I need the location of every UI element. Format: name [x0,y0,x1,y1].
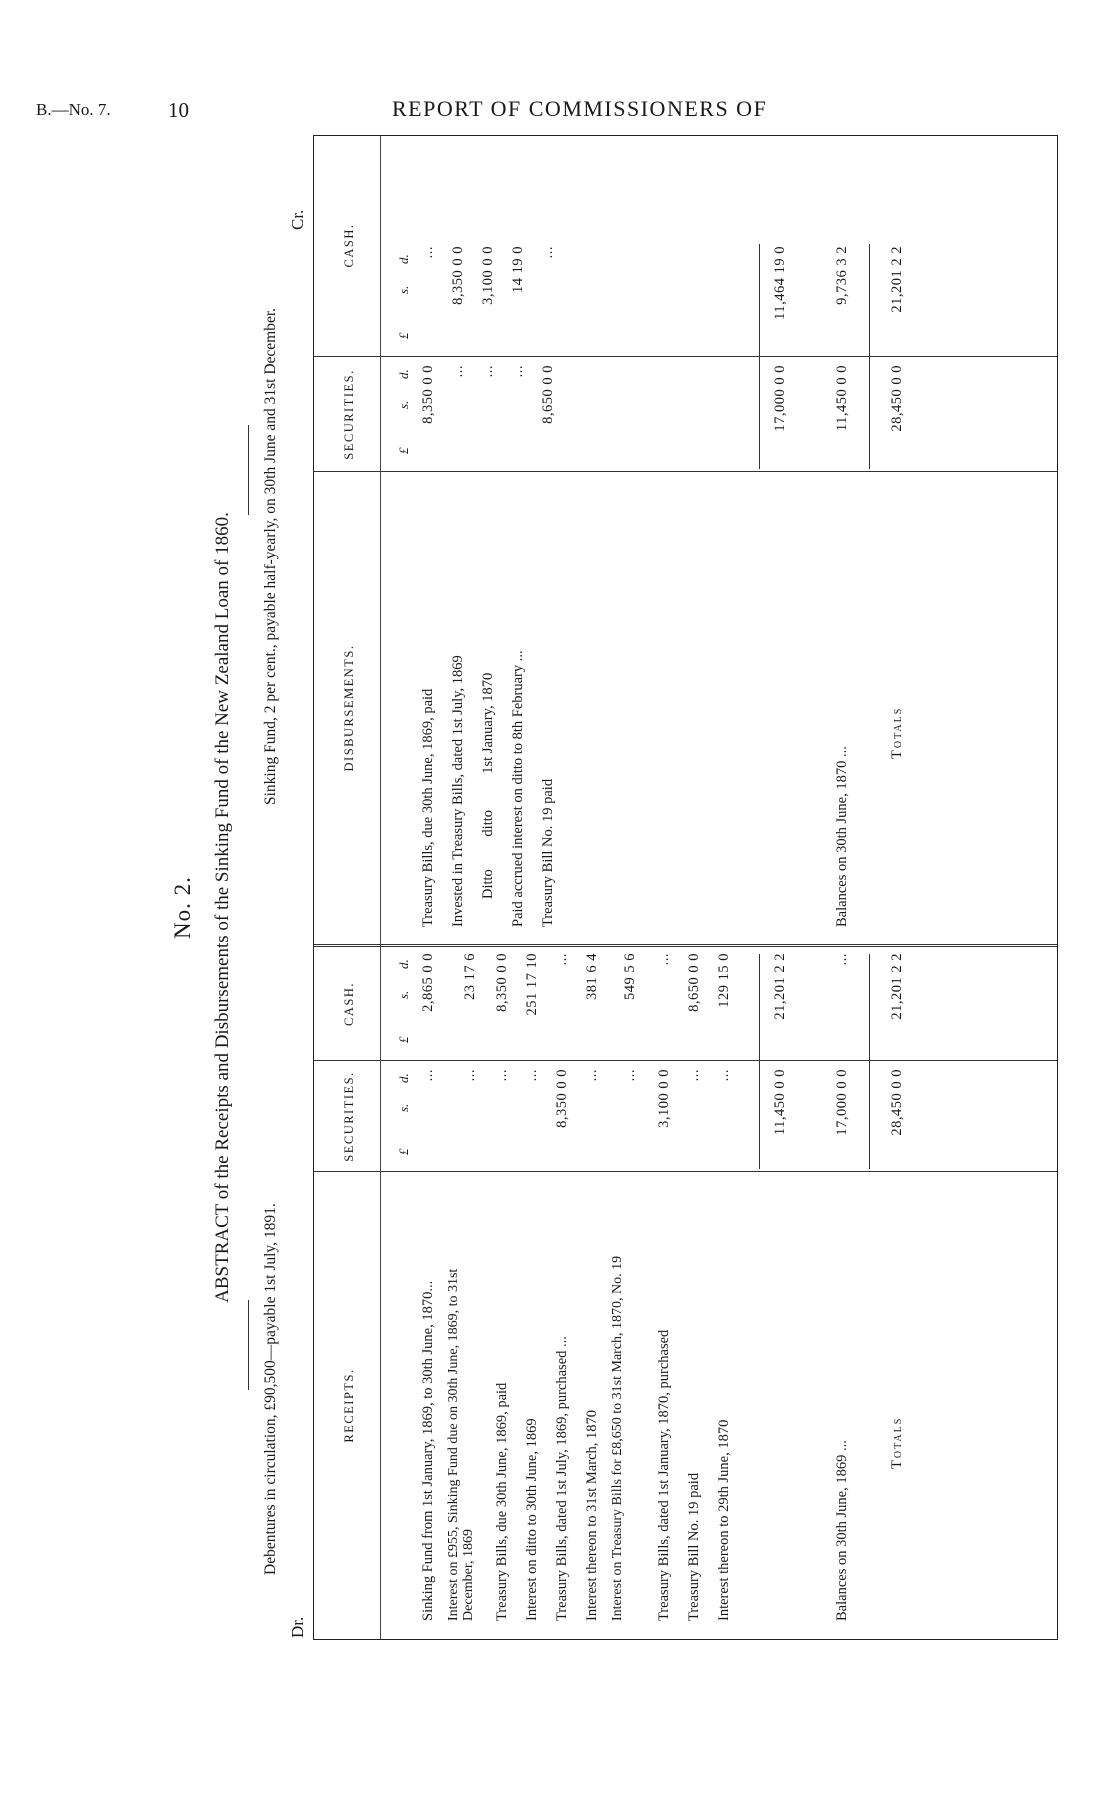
unit-pounds: £ [396,1148,411,1155]
disbursement-securities: ... [480,365,496,378]
receipt-description: Interest thereon to 31st March, 1870 [584,1409,600,1621]
receipt-description: Treasury Bills, dated 1st January, 1870, purchased [656,1329,672,1621]
balances-row [834,134,864,1639]
statement-title: ABSTRACT of the Receipts and Disbursements of the Sinking Fund of the New Zealand Loan of 1860. [212,512,233,1303]
abstract-table [313,135,1058,1640]
receipt-subtotal-securities: 11,450 0 0 [772,1069,788,1136]
receipts-cash-heading: CASH. [342,982,356,1026]
debit-label: Dr. [288,1616,307,1638]
divider [248,1300,249,1390]
receipt-description: Interest thereon to 29th June, 1870 [716,1419,732,1621]
statement-number: No. 2. [170,876,195,939]
disbursement-description: Ditto ditto 1st January, 1870 [480,672,496,899]
receipt-description: Treasury Bills, due 30th June, 1869, paid [494,1382,510,1621]
receipt-totals-label: Totals [889,1416,905,1469]
receipt-cash: 8,350 0 0 [494,953,510,1012]
header-rule [380,136,381,1639]
unit-pounds: £ [396,1036,411,1043]
receipt-cash: ... [656,953,672,966]
receipt-cash: 2,865 0 0 [420,953,436,1012]
totals-rule [869,954,870,1169]
receipt-subtotal-cash: 21,201 2 2 [772,953,788,1020]
disbursement-balances-securities: 11,450 0 0 [834,365,850,432]
receipt-securities: ... [524,1069,540,1082]
disbursement-securities: ... [450,365,466,378]
receipt-totals-cash: 21,201 2 2 [889,953,905,1020]
table-row [540,134,570,1639]
receipt-cash: 8,650 0 0 [686,953,702,1012]
receipt-securities: ... [462,1069,478,1082]
unit-pounds: £ [396,447,411,454]
receipt-securities: ... [584,1069,600,1082]
disbursement-balances-label: Balances on 30th June, 1870 ... [834,746,850,927]
receipt-cash: 381 6 4 [584,953,600,1000]
receipt-cash: 549 5 6 [622,953,638,1000]
receipt-securities: ... [686,1069,702,1082]
receipt-description: Interest on ditto to 30th June, 1869 [524,1418,540,1621]
unit-shillings: s. [396,1103,411,1112]
receipt-securities: 8,350 0 0 [554,1069,570,1128]
rotated-statement [170,135,1070,1680]
unit-pence: d. [396,254,411,264]
receipt-balances-label: Balances on 30th June, 1869 ... [834,1440,850,1621]
unit-shillings: s. [396,285,411,294]
page-header [0,96,1114,126]
disbursement-securities: 8,350 0 0 [420,365,436,424]
disbursement-subtotal-cash: 11,464 19 0 [772,246,788,320]
subtotal-rule [759,244,760,469]
disbursements-heading: DISBURSEMENTS. [342,644,356,772]
disbursement-balances-cash: 9,736 3 2 [834,246,850,305]
receipt-description: Sinking Fund from 1st January, 1869, to 30th June, 1870... [420,1280,436,1621]
disbursement-description: Treasury Bills, due 30th June, 1869, paid [420,688,436,927]
unit-pence: d. [396,369,411,379]
receipt-securities: 3,100 0 0 [656,1069,672,1128]
debentures-note: Debentures in circulation, £90,500—payable 1st July, 1891. [262,1203,279,1575]
running-title: REPORT OF COMMISSIONERS OF [392,96,768,121]
table-row [450,134,480,1639]
receipt-description: Treasury Bill No. 19 paid [686,1472,702,1621]
disbursement-description: Invested in Treasury Bills, dated 1st July, 1869 [450,655,466,927]
receipts-heading: RECEIPTS. [342,1368,356,1443]
disbursement-securities: ... [510,365,526,378]
table-row [612,134,642,1639]
table-row [716,134,746,1639]
table-row [686,134,716,1639]
receipt-securities: ... [494,1069,510,1082]
disbursement-cash: 14 19 0 [510,246,526,293]
disbursement-cash: ... [420,246,436,259]
table-row [656,134,686,1639]
receipt-balances-cash: ... [834,953,850,966]
divider [248,425,249,515]
totals-row [889,134,919,1639]
disbursement-securities: 8,650 0 0 [540,365,556,424]
disbursement-cash: 8,350 0 0 [450,246,466,305]
receipt-cash: ... [554,953,570,966]
disbursement-cash: ... [540,246,556,259]
table-row [480,134,510,1639]
unit-pounds: £ [396,332,411,339]
disbursement-totals-securities: 28,450 0 0 [889,365,905,432]
disbursements-securities-heading: SECURITIES. [342,369,356,460]
receipt-securities: ... [420,1069,436,1082]
credit-label: Cr. [288,209,307,230]
receipt-description: Interest on Treasury Bills for £8,650 to 31st March, 1870, No. 19 [610,1255,625,1621]
receipt-cash: 251 17 10 [524,953,540,1016]
table-row [510,134,540,1639]
unit-shillings: s. [396,990,411,999]
receipt-balances-securities: 17,000 0 0 [834,1069,850,1136]
receipt-cash: 129 15 0 [716,953,732,1008]
receipts-securities-heading: SECURITIES. [342,1071,356,1162]
disbursement-totals-label: Totals [889,706,905,759]
table-row [420,134,450,1639]
unit-pence: d. [396,959,411,969]
subtotal-rule [759,954,760,1169]
disbursements-cash-heading: CASH. [342,223,356,268]
totals-rule [869,244,870,469]
receipt-totals-securities: 28,450 0 0 [889,1069,905,1136]
receipt-description: Treasury Bills, dated 1st July, 1869, purchased ... [554,1336,570,1621]
receipt-securities: ... [716,1069,732,1082]
disbursement-cash: 3,100 0 0 [480,246,496,305]
unit-shillings: s. [396,400,411,409]
disbursement-totals-cash: 21,201 2 2 [889,246,905,313]
sinking-fund-note: Sinking Fund, 2 per cent., payable half-yearly, on 30th June and 31st December. [262,307,279,805]
unit-pence: d. [396,1073,411,1083]
document-reference: B.—No. 7. [36,100,111,119]
disbursement-description: Treasury Bill No. 19 paid [540,778,556,927]
disbursement-subtotal-securities: 17,000 0 0 [772,365,788,432]
disbursement-description: Paid accrued interest on ditto to 8th February ... [510,650,526,927]
receipt-securities: ... [622,1069,638,1082]
receipt-cash: 23 17 6 [462,953,478,1000]
page-number: 10 [168,98,189,122]
receipt-description: Interest on £955, Sinking Fund due on 30th June, 1869, to 31st December, 1869 [446,1268,476,1621]
subtotal-row [772,134,802,1639]
